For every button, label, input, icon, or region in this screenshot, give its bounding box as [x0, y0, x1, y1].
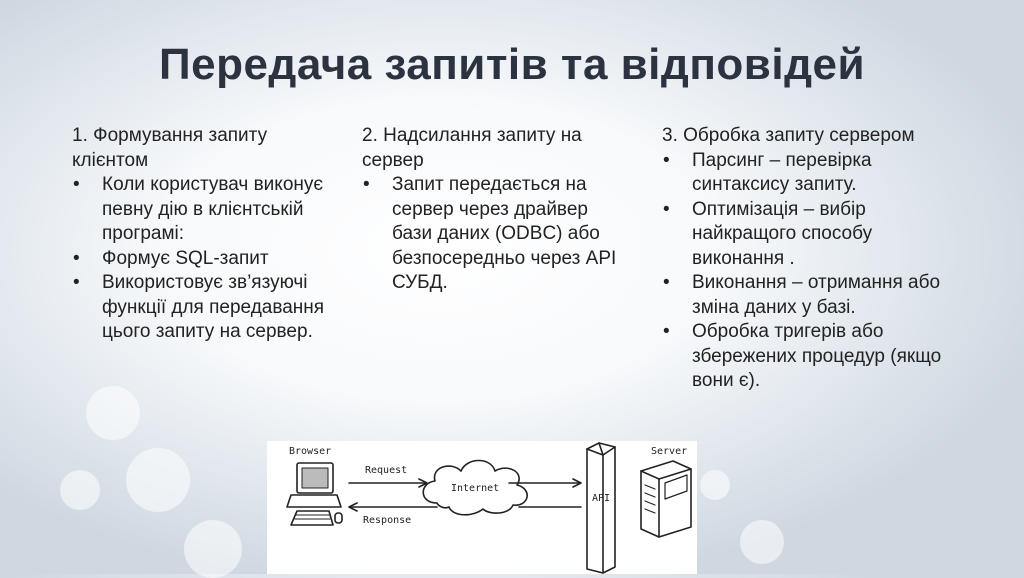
column-client-request — [72, 124, 342, 345]
decor-bubble — [184, 520, 242, 578]
bullet-item: • Оптимізація – вибір найкращого способу виконання . — [662, 198, 962, 272]
request-label: Request — [365, 465, 408, 476]
bullet-item: • Коли користувач виконує певну дію в клієнтській програмі: — [72, 173, 342, 247]
bullet-item: • Обробка тригерів або збережених процедур (якщо вони є). — [662, 320, 962, 394]
bullet-item: • Парсинг – перевірка синтаксису запиту. — [662, 149, 962, 198]
internet-label: Internet — [451, 483, 500, 494]
decor-bubble — [126, 448, 190, 512]
column-server-processing — [662, 124, 962, 394]
browser-label: Browser — [289, 446, 332, 457]
bullet-item: • Використовує зв’язуючі функції для передавання цього запиту на сервер. — [72, 271, 342, 345]
slide-title: Передача запитів та відповідей — [158, 40, 866, 89]
decor-bubble — [86, 386, 140, 440]
computer-icon — [287, 463, 342, 525]
bullet-list — [662, 149, 962, 394]
response-label: Response — [363, 515, 412, 526]
column-heading: 1. Формування запиту клієнтом — [72, 125, 268, 171]
bullet-item: • Запит передається на сервер через драйвер бази даних (ODBC) або безпосередньо через API СУБД. — [362, 173, 630, 296]
bullet-list — [72, 173, 342, 345]
decor-bubble — [740, 520, 784, 564]
column-sending-request — [362, 124, 630, 296]
bullet-list — [362, 173, 630, 296]
bullet-item: • Формує SQL-запит — [72, 247, 342, 272]
decor-bubble — [60, 470, 100, 510]
api-pillar-icon — [587, 443, 615, 573]
response-arrow — [349, 503, 581, 511]
bullet-item: • Виконання – отримання або зміна даних у базі. — [662, 271, 962, 320]
server-icon — [641, 461, 691, 537]
column-heading: 2. Надсилання запиту на сервер — [362, 125, 582, 171]
column-heading: 3. Обробка запиту сервером — [662, 125, 915, 146]
api-label: API — [592, 493, 611, 504]
server-label: Server — [651, 446, 688, 457]
request-response-diagram — [267, 441, 697, 574]
decor-bubble — [700, 470, 730, 500]
